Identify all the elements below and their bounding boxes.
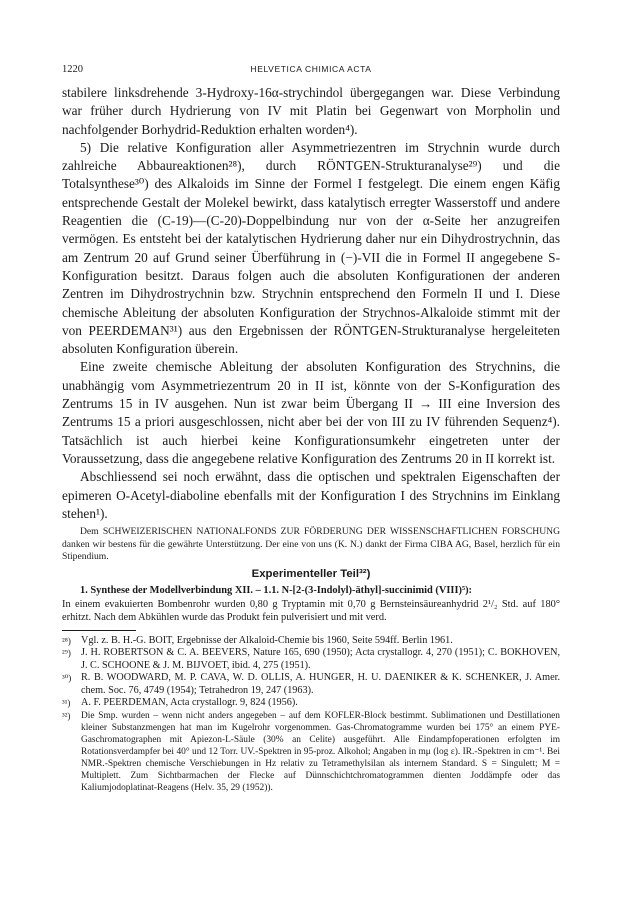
footnote-mark: ²⁸)	[62, 635, 71, 646]
footnote-text: Vgl. z. B. H.-G. BOIT, Ergebnisse der Alkaloid-Chemie bis 1960, Seite 594ff. Berlin 1961.	[81, 634, 453, 646]
page-number: 1220	[62, 64, 83, 75]
paragraph: 5) Die relative Konfiguration aller Asymmetriezentren im Strychnin wurde durch zahlreiche Abbaureaktionen²⁸), durch RÖNTGEN-Strukturanalyse²⁹) und die Totalsynthese³⁰) des Alkaloids im Sinne der Formel I festgelegt. Die einem engen Käfig entsprechende Gestalt der Molekel bewirkt, dass katalytisch erregter Wasserstoff und andere Reagentien die (C-19)—(C-20)-Doppelbindung nur von der α-Seite her anzugreifen vermögen. Es entsteht bei der katalytischen Hydrierung daher nur ein Dihydrostrychnin, das am Zentrum 20 auf Grund seiner Überführung in (−)-VII die in Formel II angegebene S-Konfiguration besitzt. Daraus folgen auch die absoluten Konfigurationen der anderen Zentren im Dihydrostrychnin bzw. Strychnin entsprechend den Formeln II und I. Diese chemische Ableitung der absoluten Konfiguration der Strychnos-Alkaloide stimmt mit der von PEERDEMAN³¹) aus den Ergebnissen der RÖNTGEN-Strukturanalyse hergeleiteten absoluten Konfiguration überein.	[62, 139, 560, 357]
footnote	[62, 672, 560, 697]
running-header	[62, 64, 560, 78]
article-body	[62, 84, 560, 794]
footnote	[62, 697, 560, 710]
subsection-heading: 1. Synthese der Modellverbindung XII. – 1.1. N-[2-(3-Indolyl)-äthyl]-succinimid (VIII)⁵):	[80, 585, 473, 597]
main-text	[62, 84, 560, 523]
acknowledgement: Dem SCHWEIZERISCHEN NATIONALFONDS ZUR FÖRDERUNG DER WISSENSCHAFTLICHEN FORSCHUNG danken wir bestens für die gewährte Unterstützung. Der eine von uns (K. N.) dankt der Firma CIBA AG, Basel, herzlich für ein Stipendium.	[62, 526, 560, 562]
footnote-text: Die Smp. wurden – wenn nicht anders angegeben – auf dem KOFLER-Block bestimmt. Sublimationen und Destillationen kleiner Substanzmengen hat man im Kugelrohr vorgenommen. Gas-Chromatogramme wurden bei 175° an einem PYE-Gaschromatographen mit Apiezon-L-Säule (30% an Celite) ausgeführt. Alle Eindampfoperationen erfolgten im Rotationsverdampfer bei 40° und 12 Torr. UV.-Spektren in 95-proz. Alkohol; Angaben in mμ (log ε). IR.-Spektren in cm⁻¹. Bei NMR.-Spektren chemische Verschiebungen in Hz relativ zu Tetramethylsilan als internem Standard. S = Singulett; M = Multiplett. Zum Sichtbarmachen der Flecke auf Dünnschichtchromatogrammen dienten Joddämpfe oder das Kaliumjodoplatinat-Reagens (Helv. 35, 29 (1952)).	[81, 710, 560, 793]
section-heading: Experimenteller Teil³²)	[251, 568, 371, 581]
footnote-mark: ³¹)	[62, 698, 71, 709]
footnote-divider	[62, 630, 136, 631]
experimental-text: In einem evakuierten Bombenrohr wurden 0,80 g Tryptamin mit 0,70 g Bernsteinsäureanhydrid 2¹/₂ Std. auf 180° erhitzt. Nach dem Abkühlen wurde das Produkt fein pulverisiert und mit verd.	[62, 598, 560, 624]
paragraph: Abschliessend sei noch erwähnt, dass die optischen und spektralen Eigenschaften der epimeren O-Acetyl-diaboline ebenfalls mit der Konfiguration I des Strychnins im Einklang stehen¹).	[62, 469, 560, 521]
footnote-text: J. H. ROBERTSON & C. A. BEEVERS, Nature 165, 690 (1950); Acta crystallogr. 4, 270 (1951); C. BOKHOVEN, J. C. SCHOONE & J. M. BIJVOET, ibid. 4, 275 (1951).	[81, 647, 560, 671]
paragraph: Eine zweite chemische Ableitung der absoluten Konfiguration des Strychnins, die unabhängig vom Asymmetriezentrum 20 in II ist, könnte von der S-Konfiguration des Zentrums 15 in IV ausgehen. Nun ist zwar beim Übergang II → III eine Inversion des Zentrums 15 a priori ausgeschlossen, nicht aber bei der von III zu IV führenden Sequenz⁴). Tatsächlich ist auch hierbei keine Konfigurationsumkehr eingetreten unter der Voraussetzung, dass die angegebene relative Konfiguration des Zentrums 20 in II korrekt ist.	[62, 359, 560, 466]
footnote-mark: ³⁰)	[62, 673, 72, 684]
footnote	[62, 647, 560, 672]
paragraph: stabilere linksdrehende 3-Hydroxy-16α-strychindol übergegangen war. Diese Verbindung war früher durch Hydrierung von IV mit Platin bei Gegenwart von Morpholin und nachfolgender Borhydrid-Reduktion erhalten worden⁴).	[62, 85, 560, 137]
footnote	[62, 710, 560, 794]
footnote	[62, 635, 560, 648]
footnote-text: A. F. PEERDEMAN, Acta crystallogr. 9, 824 (1956).	[81, 697, 298, 709]
footnote-mark: ³²)	[62, 710, 71, 721]
footnote-mark: ²⁹)	[62, 648, 71, 659]
footnotes	[62, 635, 560, 794]
experimental-section	[62, 584, 560, 624]
journal-title: HELVETICA CHIMICA ACTA	[250, 64, 372, 74]
footnote-text: R. B. WOODWARD, M. P. CAVA, W. D. OLLIS, A. HUNGER, H. U. DAENIKER & K. SCHENKER, J. Amer. chem. Soc. 76, 4749 (1954); Tetrahedron 19, 247 (1963).	[81, 672, 560, 696]
